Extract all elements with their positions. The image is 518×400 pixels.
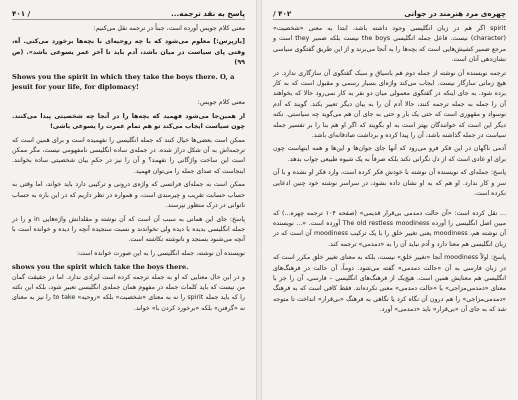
right-paragraph-4: پاسخ: جمله‌ای که نویسنده آن نوشته با خودش فکر کرده است، وارد فکر او نشده و با آن سر و کار ندارد. او هم که به او نشان داده بشود، در سراسر نوشته خود چنین ادعایی نکرده است. <box>273 169 506 198</box>
left-paragraph-4: معنی کلام جویس: <box>197 99 245 107</box>
left-paragraph-6: ممکن است بعضی‌ها خیال کنند که جمله انگلیسی را نفهمیده است و برای همین است که ترجمه‌اش به آن شکل دراز شده. در جمله‌ی ساده انگلیسی نامفهومی نیست، مگر ممکن است این ساخت واژگانی را نفهمد؟ و آن را نیز در حکمِ بیان شخصیتی ساده بخوانند. اینجاست که صدای جمله را می‌توان فهمید. <box>12 136 245 175</box>
right-header-title: چهره‌ی مرد هنرمند در جوانی <box>404 9 506 18</box>
left-paragraph-2: [بازپرس:] معلوم می‌شود که با چه روحیه‌ای با بچه‌ها برخورد می‌کنی. آه، وقتی پای سیاست در میان باشد، آدم باید تا آخر عمر یسوعی باشد». (ص ۹۹) <box>12 38 245 67</box>
left-english-quote-2: shows you the spirit which take the boys there. <box>12 263 189 272</box>
left-paragraph-7: ممکن است به جمله‌ای فرانسی که واژه‌ی درونی و ترکیبی دارد باید خواند، اما وقتی به حساب حسابت تقریب و چیرمندی است، و همواره در نظر داریم که در این باره به حساب ناتوانی در درک منظور نپرسند. <box>12 181 245 210</box>
left-english-quote-1: Shows you the spirit in which they take the boys there. O, a jesuit for your life, for diplomacy! <box>12 72 235 92</box>
right-page-header <box>273 8 506 20</box>
left-header-page-number: / ۴۰۱ <box>12 9 31 18</box>
left-paragraph-5: از همین‌جا می‌شود فهمید که بچه‌ها را در آنجا چه شخصیتی پیدا می‌کنند. چون سیاست ایجاب می‌کند تو هم تمام عمرت را یسوعی باشی! <box>12 112 245 131</box>
right-paragraph-2: ترجمه نویسنده آن نوشته از جمله دوم هم باسیاق و سبک گفتگوی آن سازگاری ندارد. در هیچ زمانی سازگار نیست. ایجاب می‌کند واژه‌ای بسیار رسمی و مقبول است که به کار برده شود. به جای اینکه در گفتگوی معمولی میان دو نفر به کار نمی‌رود حالا که بخواهند آن را جمله به جمله ترجمه کنند، حالا آدم آن را به بیان دیگر تعبیر بکند. گویند که آدم نوسواد و مقهوری است که حتی یک بار و حتی به جای آن هم می‌گوید چه سیاستی. نکته دیگر این است که خوانندگان بهتر است به او بگویند که اگر او هم بنا را بر تفسیر جمله سیاست در جمله گذاشته باشد، آن را پیدا کرده و برداشت صادقانه‌ای باشد. <box>273 69 506 140</box>
right-paragraph-3: آدمی ناگهان در این فکر فرو می‌رود که آنها جای جوان‌ها و این‌ها و همه اینهاست چون برای او عادی است که از دل نگرانی نکند بلکه صرفاً به یک شیوه طبیعی جواب بدهد. <box>273 145 506 163</box>
right-paragraph-1: spirit اگر هم در زبان انگلیسی وجود داشته باشد، ابتدا به معنی «شخصیت» (character) نیست. فاعل جمله انگلیسی the boys نیست بلکه ضمیر they است و مرجع ضمیر کشیش‌هایی است که بچه‌ها را به آنجا می‌برند و از این طریق گفتگوی سیاسی نشان‌دهی آنان است. <box>273 25 506 64</box>
left-paragraph-1: معنی کلام جویس آورده است، جبناً در ترجمه نقل می‌کنیم: <box>93 25 245 32</box>
left-page-header <box>12 8 245 20</box>
left-paragraph-11: و در این حال معنایی که او به جمله ترجمه کرده است ایرادی ندارد. اما در حقیقت گمان من نیست که باید کلمات جمله در مفهوم همان جمله‌ی انگلیسی تعبیر شود، بلکه این نکته را که باید جمله spirit را نه به معنای «شخصیت» بلکه «روحیه» to take را نیز به معنای نه «گرفتن» بلکه «برخورد کردن با» خواند. <box>12 273 245 312</box>
right-header-page-number: ۴۰۲ / <box>273 9 292 18</box>
right-page <box>259 0 518 400</box>
left-paragraph-8: پاسخ: جای این همانی به سبب آن است که آن نوشته و مقلدانش واژه‌هایی in و را در جمله انگلیسی بدیده با دیده ولی نخواندند و نسبت سنجیده آنچه را دیده و خوانده است با آنچه می‌شنود بسنجد و نانوشته نکاشته است. <box>12 215 245 244</box>
right-paragraph-5: ... نقل کرده است: «آن حالت دمدمی بی‌قرار قدیمی» (صفحه ۱۰۴ ترجمه چهره...) که مبین اصل انگلیسی را آورده The old restless moodiness آورده است. «... نویسنده آن نوشته هم، moodiness یعنی تغییر خلق را با یک ترکیب moodiness آن است که در زبان انگلیسی هم معنا دارد و آدم نباید آن را به «دمدمی» ترجمه کند. <box>273 209 507 248</box>
right-paragraph-6: پاسخ: اولاً moodiness آنجا «تغییر خلق» نیست، بلکه به معنای تغییر خلق مکرر است که در زبان فارسی به آن «حالت دمدمی» گفته می‌شود. دوماً، آن حالت در فرهنگ‌های انگلیسی هم معنایش همین است. هیچ‌یک از فرهنگ‌های انگلیسی – فارسی، آن را جز با معنای «دمدمی‌مزاجی» یا «حالت دمدمی» معنی نکرده‌اند. فقط کافی است که به فرهنگ «دمدمی‌مزاجی» را هم درون آن نگاه کرد یا نگاهی به فرهنگ «بی‌قرار» انداخت تا متوجه شد که به جای آن «بی‌قرار» باید «دمدمی» آورد. <box>273 254 506 314</box>
left-header-title: پاسخ به نقد ترجمه... <box>171 9 245 18</box>
left-paragraph-9: نویسنده آن نوشته، جمله انگلیسی را به این صورت خوانده است: <box>76 249 245 257</box>
